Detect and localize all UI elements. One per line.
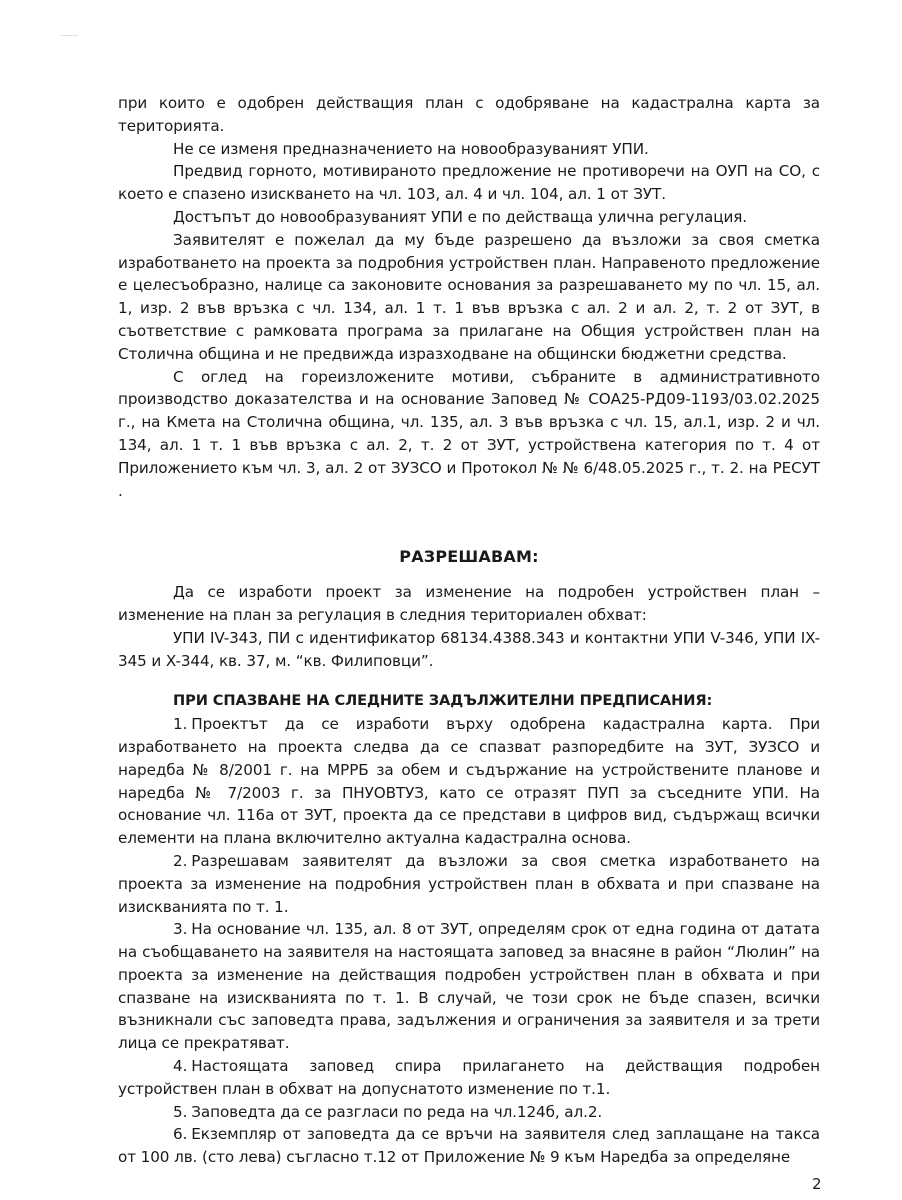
page-number: 2: [812, 1175, 822, 1193]
condition-text: Настоящата заповед спира прилагането на действащия подробен устройствен план в обхват на допуснатото изменение по т.1.: [118, 1057, 820, 1098]
condition-item: [118, 1101, 820, 1124]
paragraph-access: Достъпът до новообразуваният УПИ е по действаща улична регулация.: [173, 207, 747, 226]
condition-number: 3.: [173, 920, 188, 939]
paragraph-purpose: Не се изменя предназначението на новообразуваният УПИ.: [173, 139, 649, 158]
section-heading: РАЗРЕШАВАМ:: [399, 547, 539, 567]
document-body: [118, 92, 820, 1169]
paragraph-applicant: Заявителят е пожелал да му бъде разрешено да възложи за своя сметка изработването на проекта за подробния устройствен план. Направеното предложение е целесъобразно, налице са законовите основания за разрешаването му по чл. 15, ал. 1, изр. 2 във връзка с чл. 134, ал. 1 т. 1 във връзка с ал. 2 и ал. 2, т. 2 от ЗУТ, в съответствие с рамковата програма за прилагане на Общия устройствен план на Столична община и не предвижда изразходване на общински бюджетни средства.: [118, 230, 820, 363]
paragraph-grounds: С оглед на гореизложените мотиви, събраните в административното производство доказателства и на основание Заповед № СОА25-РД09-1193/03.02.2025 г., на Кмета на Столична община, чл. 135, ал. 3 във връзка с чл. 15, ал.1, изр. 2 и чл. 134, ал. 1 т. 1 във връзка с ал. 2, т. 2 от ЗУТ, устройствена категория по т. 4 от Приложението към чл. 3, ал. 2 от ЗУЗСО и Протокол № № 6/48.05.2025 г., т. 2. на РЕСУТ .: [118, 367, 820, 500]
paragraph-permit: Да се изработи проект за изменение на подробен устройствен план – изменение на план за регулация в следния териториален обхват:: [118, 583, 820, 624]
condition-number: 5.: [173, 1102, 188, 1121]
scan-artifact: [60, 35, 78, 36]
condition-number: 2.: [173, 851, 188, 870]
condition-text: Проектът да се изработи върху одобрена кадастрална карта. При изработването на проекта следва да се спазват разпоредбите на ЗУТ, ЗУЗСО и наредба № 8/2001 г. на МРРБ за обем и съдържание на устройствените планове и наредба № 7/2003 г. за ПНУОВТУЗ, като се отразят ПУП за съседните УПИ. На основание чл. 116а от ЗУТ, проекта да се представи в цифров вид, съдържащ всички елементи на плана включително актуална кадастрална основа.: [118, 715, 820, 848]
condition-item: [118, 1055, 820, 1101]
condition-text: Екземпляр от заповедта да се връчи на заявителя след заплащане на такса от 100 лв. (сто лева) съгласно т.12 от Приложение № 9 към Наредба за определяне: [118, 1125, 820, 1167]
condition-item: [118, 1123, 820, 1169]
condition-number: 1.: [173, 715, 188, 734]
paragraph-oup: Предвид горното, мотивираното предложение не противоречи на ОУП на СО, с което е спазено изискването на чл. 103, ал. 4 и чл. 104, ал. 1 от ЗУТ.: [118, 162, 820, 204]
condition-number: 4.: [173, 1057, 188, 1076]
condition-text: Заповедта да се разгласи по реда на чл.124б, ал.2.: [191, 1102, 603, 1121]
condition-item: [118, 713, 820, 850]
condition-text: Разрешавам заявителят да възложи за своя сметка изработването на проекта за изменение на подробния устройствен план в обхвата и при спазване на изискванията по т. 1.: [118, 851, 820, 916]
paragraph-continuation: при които е одобрен действащия план с одобряване на кадастрална карта за територията.: [118, 94, 820, 135]
condition-item: [118, 850, 820, 918]
condition-text: На основание чл. 135, ал. 8 от ЗУТ, определям срок от една година от датата на съобщаването на заявителя на настоящата заповед за внасяне в район “Люлин” на проекта за изменение на действащия подробен устройствен план в обхвата и при спазване на изискванията по т. 1. В случай, че този срок не бъде спазен, всички възникнали със заповедта права, задължения и ограничения за заявителя и за трети лица се прекратяват.: [118, 920, 820, 1053]
condition-number: 6.: [173, 1125, 188, 1144]
condition-item: [118, 918, 820, 1055]
conditions-heading: ПРИ СПАЗВАНЕ НА СЛЕДНИТЕ ЗАДЪЛЖИТЕЛНИ ПРЕДПИСАНИЯ:: [173, 692, 713, 710]
paragraph-scope: УПИ IV-343, ПИ с идентификатор 68134.4388.343 и контактни УПИ V-346, УПИ IX-345 и X-344, кв. 37, м. “кв. Филиповци”.: [118, 628, 820, 670]
